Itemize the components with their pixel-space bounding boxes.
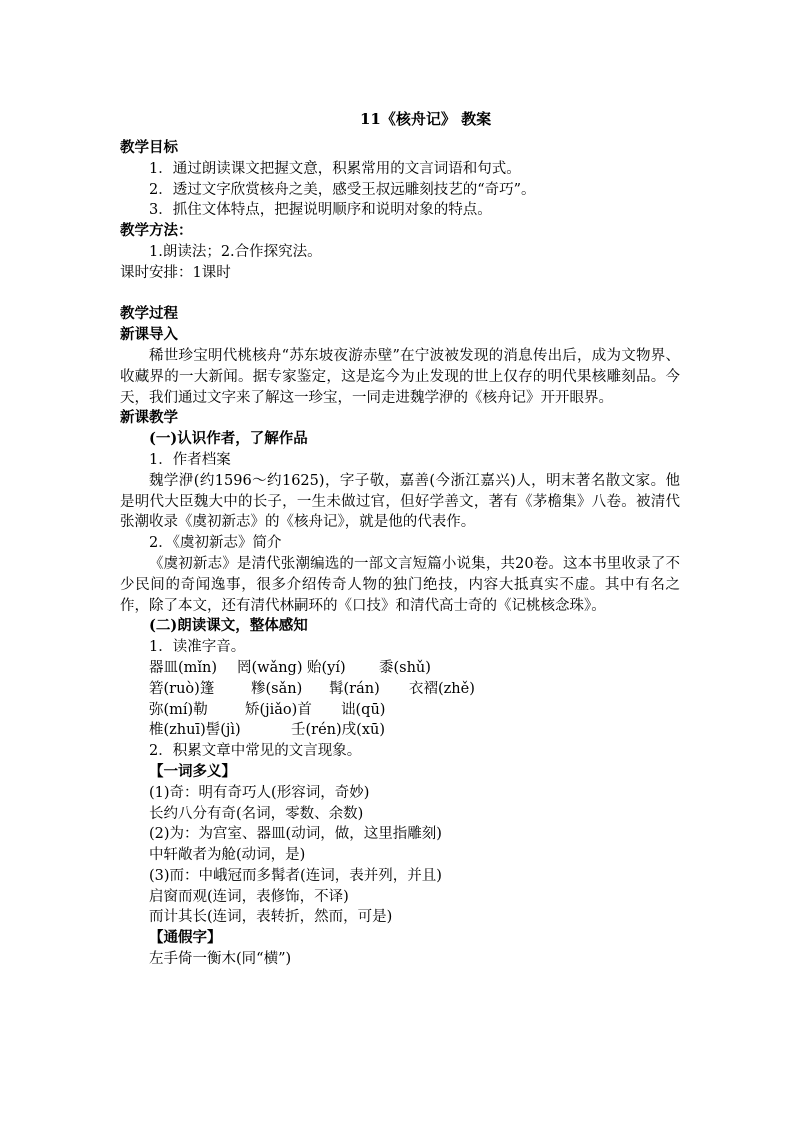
polysemy-heading: 【一词多义】 (149, 762, 236, 780)
objectives-heading: 教学目标 (120, 139, 178, 156)
pronunciation-subheading: 1．读准字音。 (149, 639, 246, 656)
polysemy-item: (3)而：中峨冠而多髯者(连词，表并列，并且) (149, 867, 442, 884)
polysemy-item: 长约八分有奇(名词，零数、余数) (149, 805, 364, 822)
pronunciation-row (120, 700, 680, 721)
methods-heading: 教学方法： (120, 222, 193, 240)
book-paragraph: 《虞初新志》是清代张潮编选的一部文言短篇小说集，共20卷。这本书里收录了不少民间的奇闻逸事，很多介绍传奇人物的独门绝技，内容大抵真实不虚。其中有名之作，除了本文，还有清代林嗣环的《口技》和清代高士奇的《记桃核念珠》。 (120, 555, 680, 614)
document-body (120, 138, 680, 970)
pronunciation-item: 箬(ruò)篷 (149, 680, 215, 697)
pronunciation-item: 诎(qū) (341, 701, 386, 718)
spacer (120, 284, 680, 305)
pronunciation-item: 器皿(mǐn) (149, 659, 218, 676)
tongjia-heading: 【通假字】 (149, 929, 222, 947)
pronunciation-item: 弥(mí)勒 (149, 701, 208, 718)
polysemy-item: 启窗而观(连词，表修饰，不译) (149, 888, 349, 905)
intro-paragraph: 稀世珍宝明代桃核舟“苏东坡夜游赤壁”在宁波被发现的消息传出后，成为文物界、收藏界的一大新闻。据专家鉴定，这是迄今为止发现的世上仅存的明代果核雕刻品。今天，我们通过文字来了解这一珍宝，一同走进魏学洢的《核舟记》开开眼界。 (120, 347, 680, 406)
pronunciation-item: 黍(shǔ) (379, 659, 431, 676)
classical-subheading: 2．积累文章中常见的文言现象。 (149, 743, 362, 760)
author-subheading: 1．作者档案 (149, 451, 231, 468)
pronunciation-row (120, 658, 680, 679)
teaching-heading: 新课教学 (120, 409, 178, 427)
schedule-text: 课时安排：1课时 (120, 264, 231, 281)
pronunciation-item: 罔(wǎng) (237, 659, 303, 676)
tongjia-item: 左手倚一衡木(同“横”) (149, 951, 292, 968)
pronunciation-item: 贻(yí) (307, 659, 346, 676)
part1-heading: (一)认识作者，了解作品 (149, 430, 308, 448)
objective-item: 1．通过朗读课文把握文意，积累常用的文言词语和句式。 (149, 160, 521, 177)
pronunciation-item: 椎(zhuī)髻(jì) (149, 722, 241, 739)
polysemy-item: 中轩敞者为舱(动词，是) (149, 847, 306, 864)
pronunciation-item: 髯(rán) (329, 680, 380, 697)
intro-heading: 新课导入 (120, 326, 178, 344)
author-paragraph: 魏学洢(约1596～约1625)，字子敬，嘉善(今浙江嘉兴)人，明末著名散文家。他是明代大臣魏大中的长子，一生未做过官，但好学善文，著有《茅檐集》八卷。被清代张潮收录《虞初新志》的《核舟记》，就是他的代表作。 (120, 472, 680, 531)
polysemy-item: (1)奇：明有奇巧人(形容词，奇妙) (149, 784, 370, 801)
pronunciation-item: 壬(rén)戌(xū) (291, 722, 385, 739)
polysemy-item: (2)为：为宫室、器皿(动词，做，这里指雕刻) (149, 826, 442, 843)
part2-heading: (二)朗读课文，整体感知 (149, 617, 308, 635)
book-subheading: 2．《虞初新志》简介 (149, 535, 282, 552)
objective-item: 3．抓住文体特点，把握说明顺序和说明对象的特点。 (149, 202, 492, 219)
objective-item: 2．透过文字欣赏核舟之美，感受王叔远雕刻技艺的“奇巧”。 (149, 181, 536, 198)
page-title: 11《核舟记》 教案 (360, 110, 492, 128)
methods-text: 1.朗读法；2.合作探究法。 (149, 243, 322, 260)
process-heading: 教学过程 (120, 305, 178, 323)
polysemy-item: 而计其长(连词，表转折，然而，可是) (149, 909, 393, 926)
pronunciation-row (120, 720, 680, 741)
pronunciation-row (120, 679, 680, 700)
pronunciation-item: 矫(jiǎo)首 (245, 701, 312, 718)
pronunciation-item: 糁(sǎn) (251, 680, 303, 697)
pronunciation-item: 衣褶(zhě) (409, 680, 475, 697)
